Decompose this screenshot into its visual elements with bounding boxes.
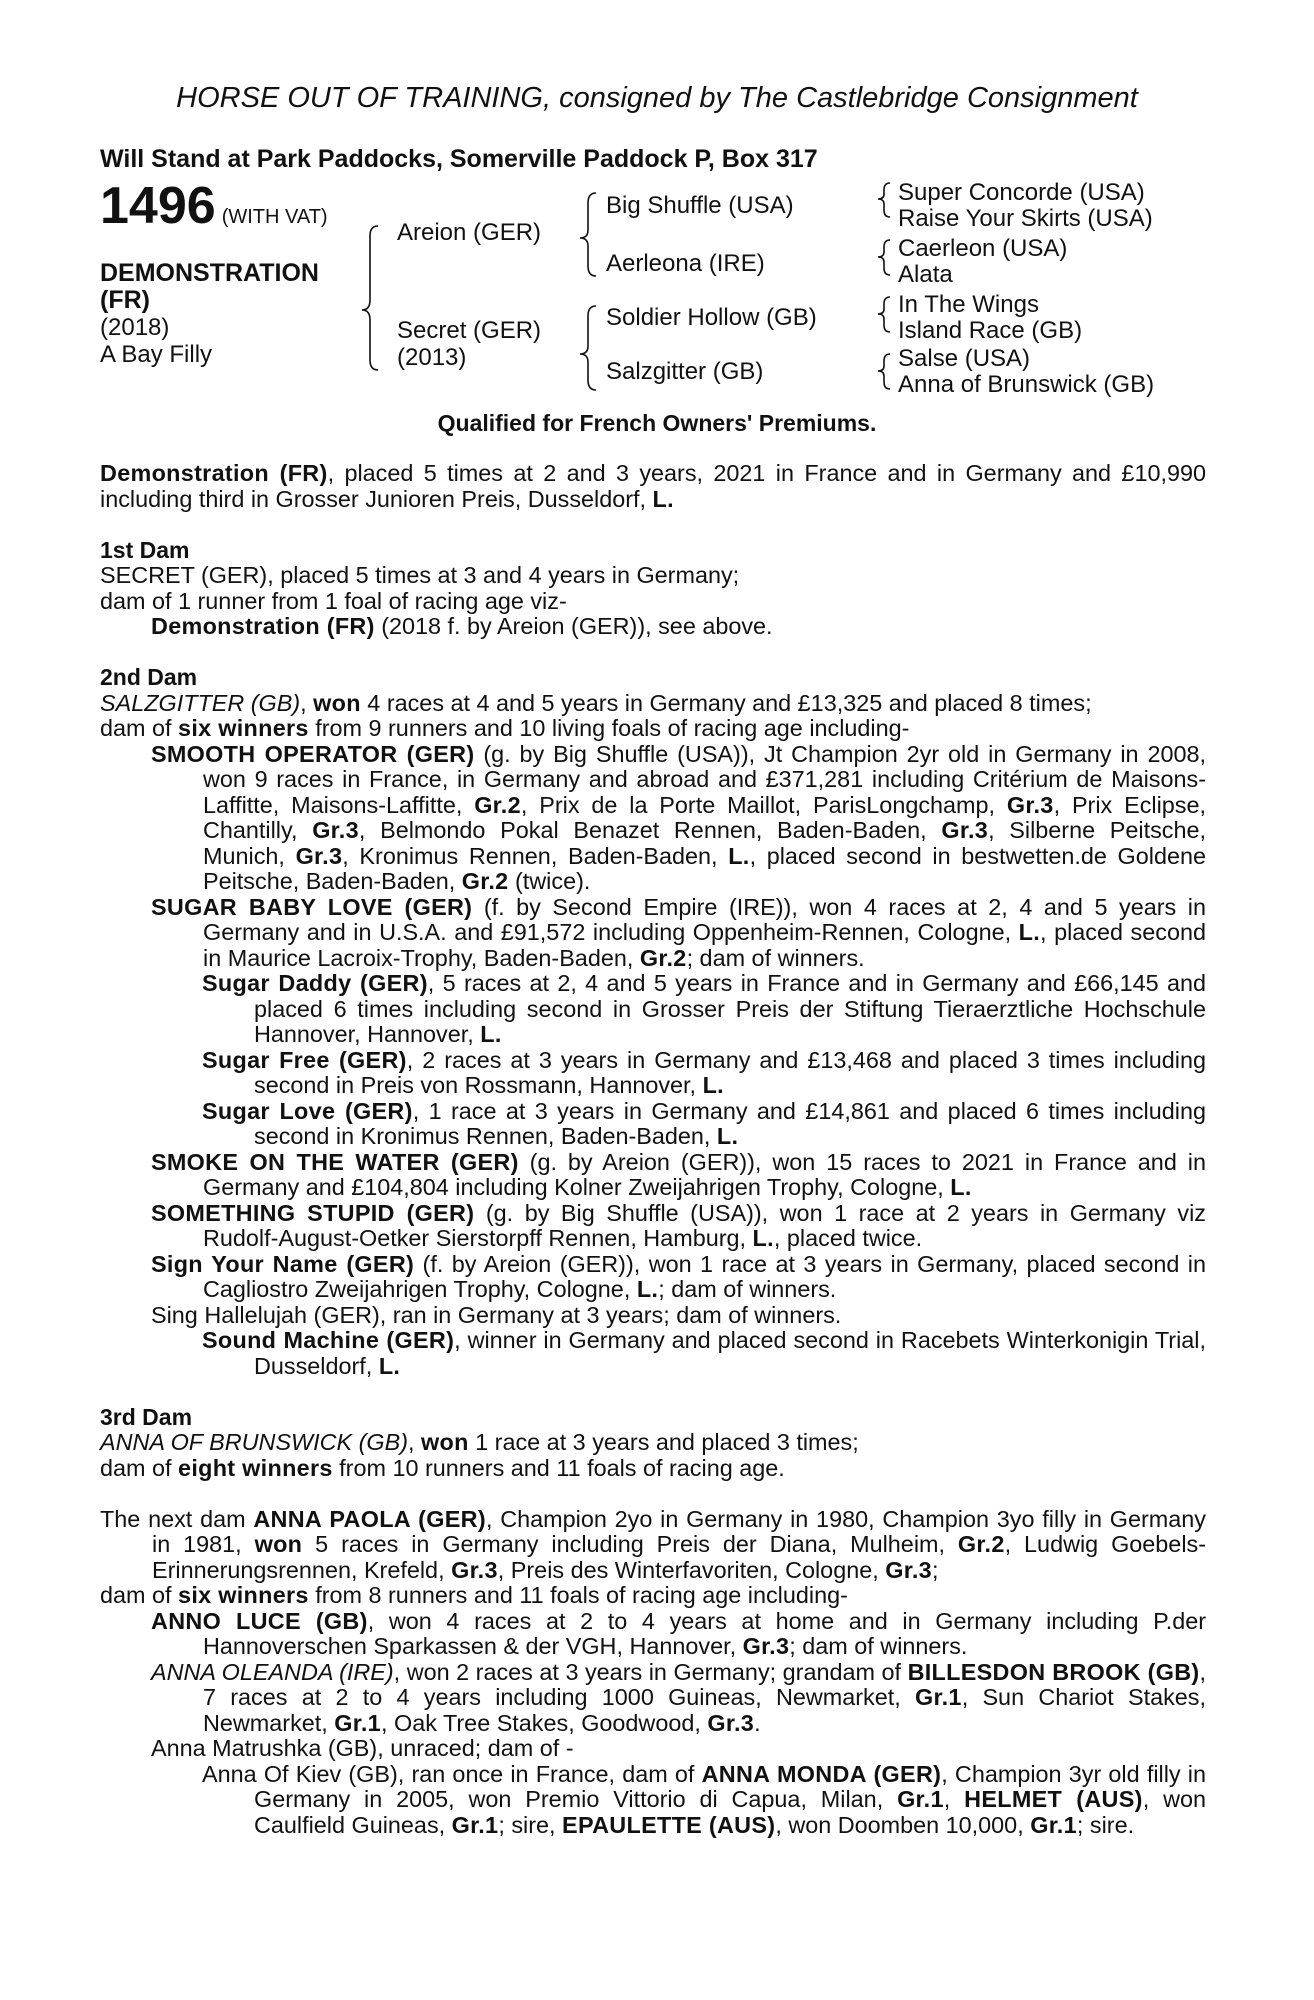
- second-dam-heading: 2nd Dam: [100, 664, 198, 690]
- pedigree-dam-dam: Salzgitter (GB): [606, 358, 764, 385]
- horse-description: A Bay Filly: [100, 341, 213, 368]
- pedigree-gen3-5: In The Wings: [898, 291, 1039, 318]
- pedigree-sire: Areion (GER): [397, 219, 542, 246]
- pedigree-gen3-6: Island Race (GB): [898, 317, 1083, 344]
- produce-entry: ANNO LUCE (GB), won 4 races at 2 to 4 years at home and in Germany including P.der Hannoverschen Sparkassen & der VGH, Hannover, Gr.3; dam of winners.: [151, 1607, 1207, 1659]
- produce-entry: Sing Hallelujah (GER), ran in Germany at 3 years; dam of winners.: [151, 1301, 842, 1328]
- pedigree-sire-sire: Big Shuffle (USA): [606, 192, 794, 219]
- produce-entry: SUGAR BABY LOVE (GER) (f. by Second Empire (IRE)), won 4 races at 2, 4 and 5 years in Germany and in U.S.A. and £91,572 including Oppenheim-Rennen, Cologne, L., placed second in Maurice Lacroix-Trophy, Baden-Baden, Gr.2; dam of winners.: [151, 893, 1207, 971]
- first-dam-produce: dam of 1 runner from 1 foal of racing age viz-: [100, 587, 567, 614]
- pedigree-dam-year: (2013): [397, 344, 467, 371]
- third-dam-line: ANNA OF BRUNSWICK (GB), won 1 race at 3 years and placed 3 times;: [100, 1429, 859, 1455]
- pedigree-gen3-2: Raise Your Skirts (USA): [898, 205, 1153, 232]
- qualified-note: Qualified for French Owners' Premiums.: [437, 410, 877, 436]
- third-dam-heading: 3rd Dam: [100, 1403, 193, 1430]
- page-title: HORSE OUT OF TRAINING, consigned by The Castlebridge Consignment: [176, 82, 1138, 114]
- produce-entry: Sign Your Name (GER) (f. by Areion (GER)), won 1 race at 3 years in Germany, placed second in Cagliostro Zweijahrigen Trophy, Cologne, L.; dam of winners.: [151, 1250, 1206, 1302]
- produce-entry: Demonstration (FR) (2018 f. by Areion (GER)), see above.: [151, 613, 773, 639]
- stand-location: Will Stand at Park Paddocks, Somerville Paddock P, Box 317: [100, 145, 818, 173]
- pedigree-sire-dam: Aerleona (IRE): [606, 250, 765, 277]
- produce-entry: Anna Of Kiev (GB), ran once in France, dam of ANNA MONDA (GER), Champion 3yr old filly in Germany in 2005, won Premio Vittorio di Capua, Milan, Gr.1, HELMET (AUS), won Caulfield Guineas, Gr.1; sire, EPAULETTE (AUS), won Doomben 10,000, Gr.1; sire.: [202, 1760, 1206, 1838]
- pedigree-dam-sire: Soldier Hollow (GB): [606, 304, 817, 331]
- horse-record: Demonstration (FR), placed 5 times at 2 and 3 years, 2021 in France and in Germany and £10,990 including third in Grosser Junioren Preis, Dusseldorf, L.: [100, 460, 1206, 512]
- lot-number-value: 1496: [100, 177, 216, 235]
- produce-entry: Sugar Daddy (GER), 5 races at 2, 4 and 5 years in France and in Germany and £66,145 and placed 6 times including second in Grosser Preis der Stiftung Tieraerztliche Hochschule Hannover, Hannover, L.: [202, 970, 1207, 1047]
- second-dam-line: SALZGITTER (GB), won 4 races at 4 and 5 years in Germany and £13,325 and placed 8 times;: [100, 689, 1092, 716]
- produce-entry: ANNA OLEANDA (IRE), won 2 races at 3 years in Germany; grandam of BILLESDON BROOK (GB), 7 races at 2 to 4 years including 1000 Guineas, Newmarket, Gr.1, Sun Chariot Stakes, Newmarket, Gr.1, Oak Tree Stakes, Goodwood, Gr.3.: [151, 1658, 1206, 1736]
- produce-entry: SMOKE ON THE WATER (GER) (g. by Areion (GER)), won 15 races to 2021 in France and in Germany and £104,804 including Kolner Zweijahrigen Trophy, Cologne, L.: [151, 1148, 1206, 1200]
- produce-entry: SMOOTH OPERATOR (GER) (g. by Big Shuffle (USA)), Jt Champion 2yr old in Germany in 2008, won 9 races in France, in Germany and abroad and £371,281 including Critérium de Maisons-Laffitte, Maisons-Laffitte, Gr.2, Prix de la Porte Maillot, ParisLongchamp, Gr.3, Prix Eclipse, Chantilly, Gr.3, Belmondo Pokal Benazet Rennen, Baden-Baden, Gr.3, Silberne Peitsche, Munich, Gr.3, Kronimus Rennen, Baden-Baden, L., placed second in bestwetten.de Goldene Peitsche, Baden-Baden, Gr.2 (twice).: [151, 740, 1207, 894]
- pedigree-gen3-4: Alata: [898, 261, 953, 288]
- pedigree-gen3-8: Anna of Brunswick (GB): [898, 371, 1155, 398]
- next-dam-produce: dam of six winners from 8 runners and 11 foals of racing age including-: [100, 1582, 848, 1608]
- produce-entry: SOMETHING STUPID (GER) (g. by Big Shuffle (USA)), won 1 race at 2 years in Germany viz Rudolf-August-Oetker Sierstorpff Rennen, Hamburg, L., placed twice.: [151, 1199, 1206, 1251]
- catalogue-text: [100, 461, 1206, 1838]
- produce-entry: Sugar Free (GER), 2 races at 3 years in Germany and £13,468 and placed 3 times including second in Preis von Rossmann, Hannover, L.: [202, 1046, 1206, 1098]
- pedigree-dam: Secret (GER): [397, 317, 542, 344]
- produce-entry: Sound Machine (GER), winner in Germany and placed second in Racebets Winterkonigin Trial, Dusseldorf, L.: [202, 1327, 1206, 1379]
- horse-name: DEMONSTRATION: [100, 259, 319, 287]
- pedigree-gen3-3: Caerleon (USA): [898, 235, 1068, 262]
- next-dam-line: The next dam ANNA PAOLA (GER), Champion 2yo in Germany in 1980, Champion 3yo filly in Germany in 1981, won 5 races in Germany including Preis der Diana, Mulheim, Gr.2, Ludwig Goebels-Erinnerungsrennen, Krefeld, Gr.3, Preis des Winterfavoriten, Cologne, Gr.3;: [100, 1505, 1206, 1583]
- third-dam-produce: dam of eight winners from 10 runners and 11 foals of racing age.: [100, 1454, 785, 1481]
- horse-year: (2018): [100, 314, 170, 341]
- horse-country: (FR): [100, 286, 150, 314]
- first-dam-heading: 1st Dam: [100, 536, 190, 563]
- pedigree-gen3-7: Salse (USA): [898, 345, 1031, 372]
- produce-entry: Anna Matrushka (GB), unraced; dam of -: [151, 1735, 574, 1761]
- second-dam-produce: dam of six winners from 9 runners and 10 living foals of racing age including-: [100, 715, 910, 741]
- vat-label: (WITH VAT): [221, 206, 328, 228]
- first-dam-line: SECRET (GER), placed 5 times at 3 and 4 years in Germany;: [100, 562, 740, 588]
- produce-entry: Sugar Love (GER), 1 race at 3 years in Germany and £14,861 and placed 6 times including second in Kronimus Rennen, Baden-Baden, L.: [202, 1097, 1206, 1149]
- pedigree-gen3-1: Super Concorde (USA): [898, 179, 1145, 206]
